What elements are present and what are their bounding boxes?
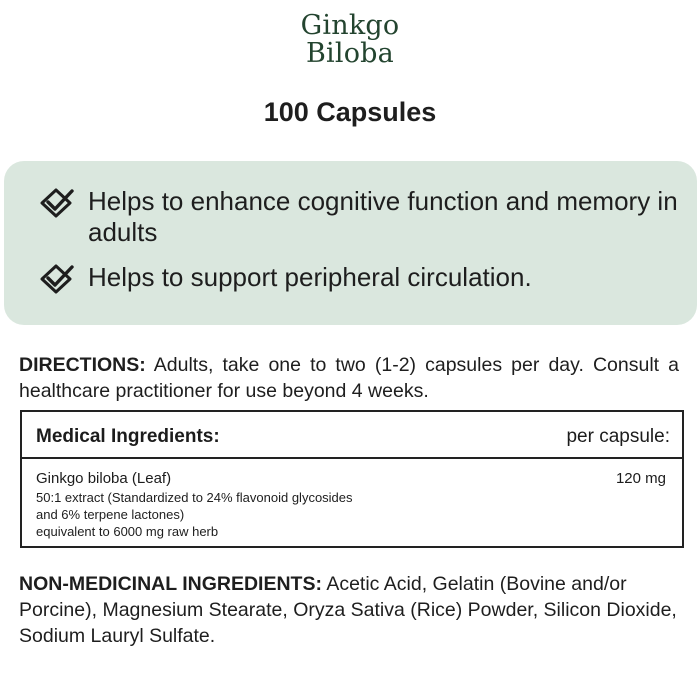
- non-medicinal-text: Acetic Acid, Gelatin (Bovine and/or Porcine), Magnesium Stearate, Oryza Sativa (Rice) Powder, Silicon Dioxide, Sodium Lauryl Sulfate.: [19, 573, 677, 647]
- ingredient-name: Ginkgo biloba (Leaf): [36, 470, 172, 487]
- directions-label: DIRECTIONS:: [19, 354, 146, 376]
- product-title: [0, 12, 700, 68]
- directions-text: Adults, take one to two (1-2) capsules per day. Consult a healthcare practitioner for use beyond 4 weeks.: [19, 354, 680, 402]
- product-name-line-1: Ginkgo: [300, 10, 400, 41]
- benefit-item: [38, 262, 678, 295]
- benefit-item: [38, 186, 678, 248]
- capsule-count: 100 Capsules: [263, 97, 437, 127]
- non-medicinal-ingredients: [19, 571, 685, 649]
- ingredient-detail: and 6% terpene lactones): [36, 507, 185, 522]
- ingredient-detail: 50:1 extract (Standardized to 24% flavonoid glycosides: [36, 490, 353, 505]
- non-medicinal-label: NON-MEDICINAL INGREDIENTS:: [19, 573, 322, 595]
- directions: [19, 352, 679, 404]
- checkmark-icon: [38, 187, 74, 219]
- ingredient-detail: equivalent to 6000 mg raw herb: [36, 524, 219, 539]
- benefit-text: Helps to support peripheral circulation.: [88, 262, 532, 292]
- checkmark-icon: [38, 263, 74, 295]
- ingredients-header-per-capsule: per capsule:: [566, 426, 670, 447]
- ingredient-amount: 120 mg: [615, 470, 666, 487]
- ingredients-divider: [22, 457, 682, 459]
- benefit-text: Helps to enhance cognitive function and memory in adults: [88, 186, 678, 247]
- product-name-line-2: Biloba: [306, 38, 394, 69]
- ingredients-header-label: Medical Ingredients:: [36, 426, 220, 447]
